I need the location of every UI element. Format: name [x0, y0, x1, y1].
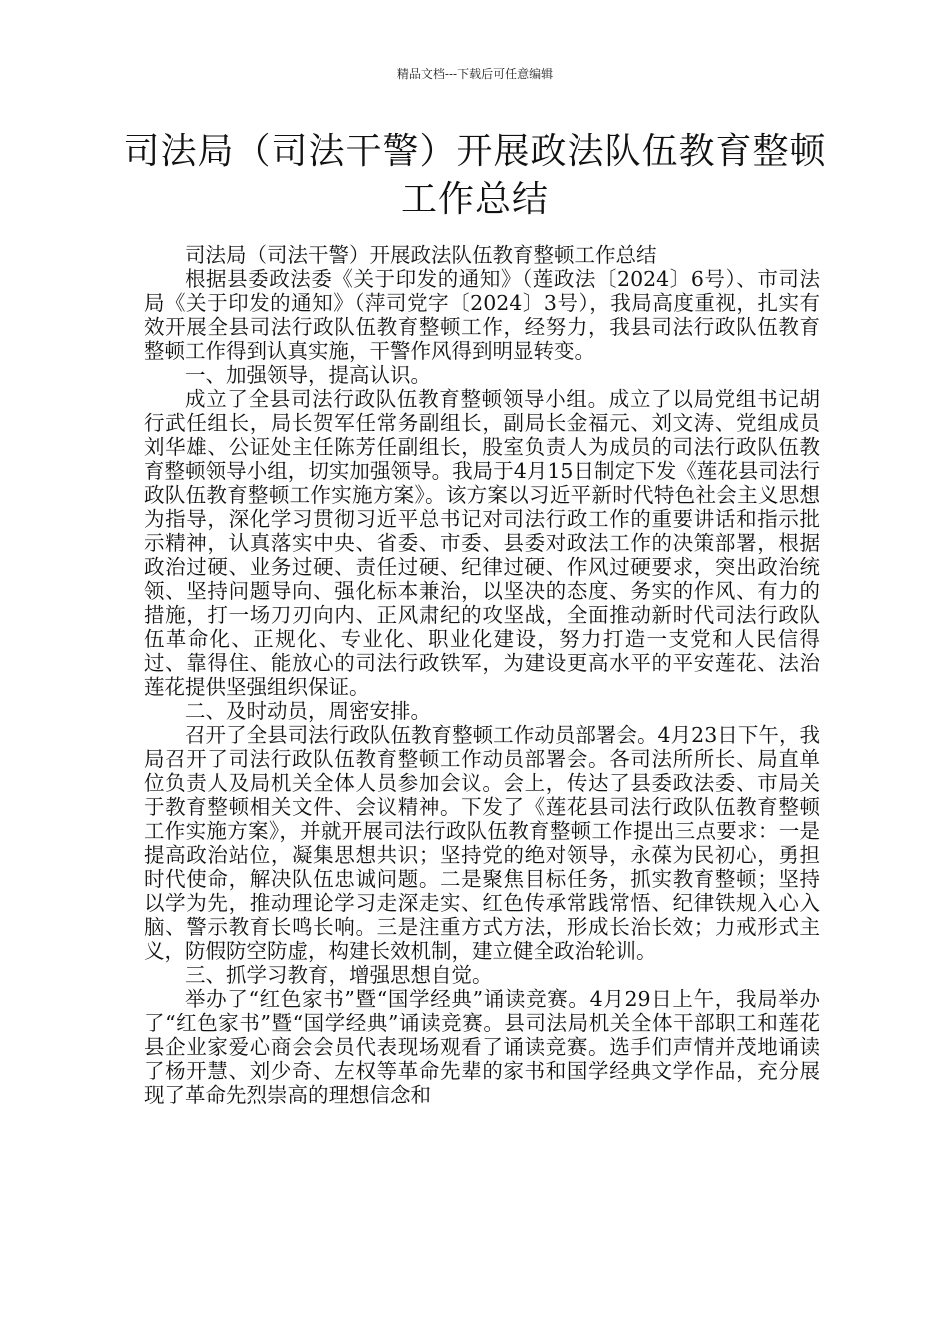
body-paragraph-repeated-title: 司法局（司法干警）开展政法队伍教育整顿工作总结 [185, 243, 657, 267]
header-note: 精品文档---下载后可任意编辑 [396, 67, 554, 81]
section-heading-2: 二、及时动员，周密安排。 [185, 699, 431, 723]
section-heading-3: 三、抓学习教育，增强思想自觉。 [185, 963, 493, 987]
body-paragraph-intro: 根据县委政法委《关于印发的通知》（莲政法〔2024〕6号）、市司法局《关于印发的通知》（萍司党字〔2024〕3号），我局高度重视，扎实有效开展全县司法行政队伍教育整顿工作，经努力，我县司法行政队伍教育整顿工作得到认真实施，干警作风得到明显转变。 [144, 267, 820, 363]
section-heading-1: 一、加强领导，提高认识。 [185, 363, 431, 387]
document-body [144, 243, 820, 1107]
document-title: 司法局（司法干警）开展政法队伍教育整顿工作总结 [123, 131, 827, 220]
body-paragraph-mobilization: 召开了全县司法行政队伍教育整顿工作动员部署会。4月23日下午，我局召开了司法行政队伍教育整顿工作动员部署会。各司法所所长、局直单位负责人及局机关全体人员参加会议。会上，传达了县委政法委、市局关于教育整顿相关文件、会议精神。下发了《莲花县司法行政队伍教育整顿工作实施方案》，并就开展司法行政队伍教育整顿工作提出三点要求：一是提高政治站位，凝集思想共识；坚持党的绝对领导，永葆为民初心，勇担时代使命，解决队伍忠诚问题。二是聚焦目标任务，抓实教育整顿；坚持以学为先，推动理论学习走深走实、红色传承常践常悟、纪律铁规入心入脑、警示教育长鸣长响。三是注重方式方法，形成长治长效；力戒形式主义，防假防空防虚，构建长效机制，建立健全政治轮训。 [144, 723, 820, 963]
body-paragraph-education: 举办了“红色家书”暨“国学经典”诵读竞赛。4月29日上午，我局举办了“红色家书”暨“国学经典”诵读竞赛。县司法局机关全体干部职工和莲花县企业家爱心商会会员代表现场观看了诵读竞赛。选手们声情并茂地诵读了杨开慧、刘少奇、左权等革命先辈的家书和国学经典文学作品，充分展现了革命先烈崇高的理想信念和 [144, 987, 820, 1107]
body-paragraph-leadership: 成立了全县司法行政队伍教育整顿领导小组。成立了以局党组书记胡行武任组长，局长贺军任常务副组长，副局长金福元、刘文涛、党组成员刘华雄、公证处主任陈芳任副组长，股室负责人为成员的司法行政队伍教育整顿领导小组，切实加强领导。我局于4月15日制定下发《莲花县司法行政队伍教育整顿工作实施方案》。该方案以习近平新时代特色社会主义思想为指导，深化学习贯彻习近平总书记对司法行政工作的重要讲话和指示批示精神，认真落实中央、省委、市委、县委对政法工作的决策部署，根据政治过硬、业务过硬、责任过硬、纪律过硬、作风过硬要求，突出政治统领、坚持问题导向、强化标本兼治，以坚决的态度、务实的作风、有力的措施，打一场刀刃向内、正风肃纪的攻坚战，全面推动新时代司法行政队伍革命化、正规化、专业化、职业化建设，努力打造一支党和人民信得过、靠得住、能放心的司法行政铁军，为建设更高水平的平安莲花、法治莲花提供坚强组织保证。 [144, 387, 820, 699]
